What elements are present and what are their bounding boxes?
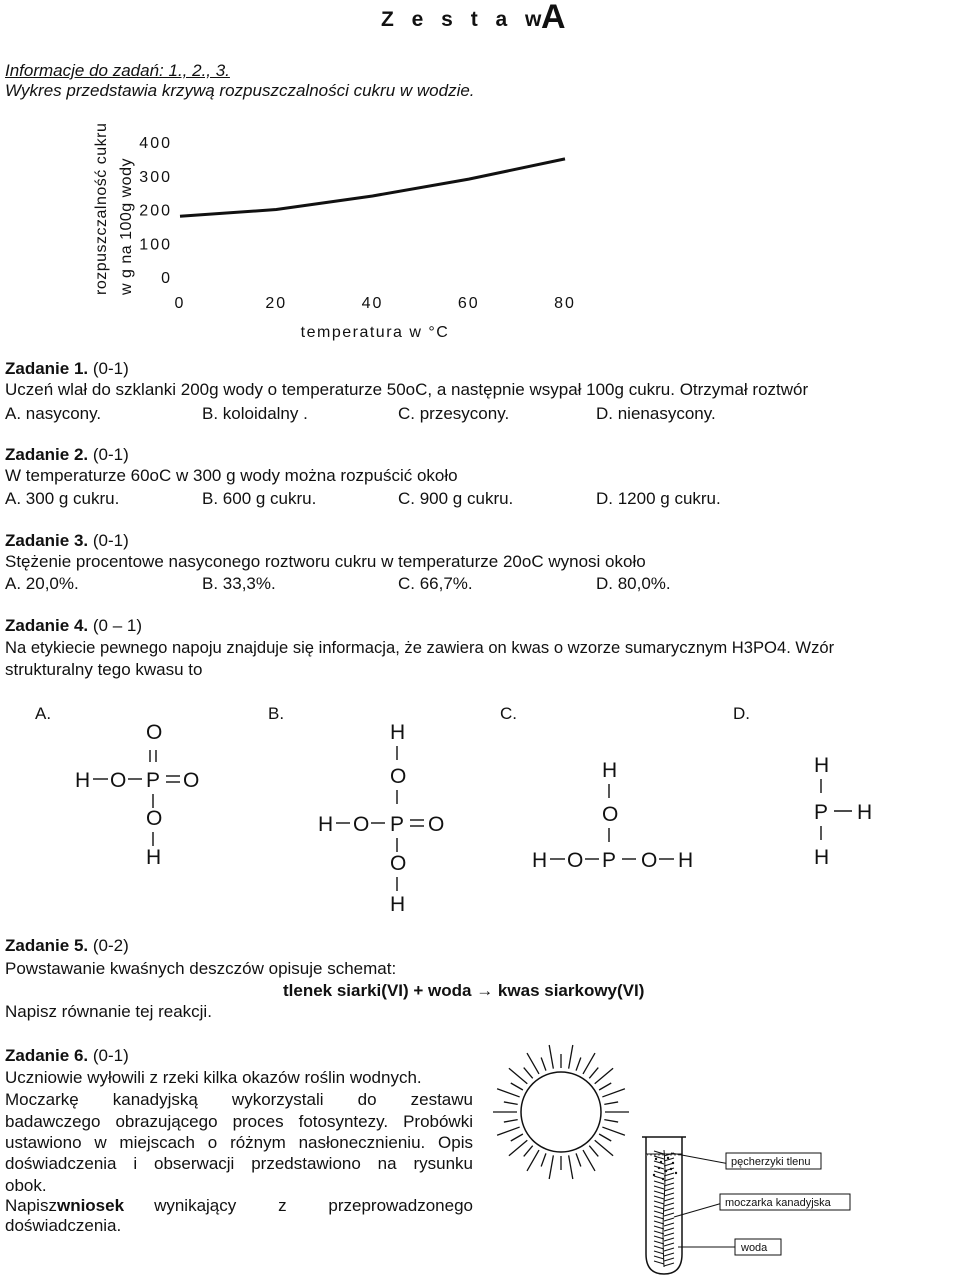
- task2-option-c[interactable]: C. 900 g cukru.: [398, 489, 514, 508]
- task1-header: Zadanie 1. (0-1): [5, 359, 129, 378]
- task3-option-c[interactable]: C. 66,7%.: [398, 574, 473, 593]
- svg-text:H: H: [857, 801, 873, 824]
- svg-text:H: H: [390, 721, 406, 744]
- svg-text:O: O: [428, 813, 445, 836]
- task2-option-d[interactable]: D. 1200 g cukru.: [596, 489, 721, 508]
- svg-text:O: O: [567, 849, 584, 872]
- task2-question: W temperaturze 60oC w 300 g wody można rozpuścić około: [5, 466, 458, 485]
- task5-header: Zadanie 5. (0-2): [5, 936, 129, 955]
- task6-header: Zadanie 6. (0-1): [5, 1046, 129, 1065]
- task6-line8: doświadczenia.: [5, 1216, 122, 1235]
- svg-text:O: O: [146, 807, 163, 830]
- svg-text:O: O: [183, 769, 200, 792]
- formula-d: [814, 754, 872, 869]
- chart-ylabel-line1: rozpuszczalność cukru: [93, 122, 110, 295]
- chart-x-tick-0: 0: [174, 295, 186, 312]
- chart-y-tick-3: 300: [139, 168, 172, 186]
- svg-text:O: O: [110, 769, 127, 792]
- chart-y-tick-4: 400: [139, 135, 172, 152]
- task4-label-a[interactable]: A.: [35, 704, 52, 723]
- chart-y-tick-0: 0: [161, 270, 172, 287]
- label-oxygen-bubbles: pęcherzyki tlenu: [731, 1156, 811, 1168]
- solubility-chart: [0, 100, 620, 350]
- formula-a: [75, 721, 199, 869]
- task4-label-d[interactable]: D.: [733, 704, 750, 723]
- svg-text:H: H: [814, 754, 830, 777]
- svg-text:O: O: [146, 721, 163, 744]
- task6-line1: Uczniowie wyłowili z rzeki kilka okazów roślin wodnych.: [5, 1068, 422, 1087]
- chart-y-tick-1: 100: [139, 236, 172, 254]
- chart-x-tick-1: 20: [265, 295, 288, 312]
- task1-question: Uczeń wlał do szklanki 200g wody o temperaturze 50oC, a następnie wsypał 100g cukru. Otrzymał roztwór: [5, 380, 809, 399]
- task6-line4: ustawiono w miejscach o różnym nasłonecznieniu. Opis: [5, 1133, 473, 1152]
- task4-question-line2: strukturalny tego kwasu to: [5, 660, 203, 679]
- task6-line3: badawczego obrazującego proces fotosyntezy. Probówki: [5, 1112, 473, 1131]
- info-heading: Informacje do zadań: 1., 2., 3.: [5, 61, 230, 80]
- chart-y-tick-2: 200: [139, 202, 172, 220]
- task6-line6: obok.: [5, 1176, 47, 1195]
- svg-text:O: O: [641, 849, 658, 872]
- chart-ylabel-line2: w g na 100g wody: [118, 158, 135, 295]
- svg-text:O: O: [390, 852, 407, 875]
- task2-option-a[interactable]: A. 300 g cukru.: [5, 489, 120, 508]
- task4-header: Zadanie 4. (0 – 1): [5, 616, 142, 635]
- formula-b: [318, 721, 444, 916]
- svg-text:P: P: [146, 769, 161, 792]
- svg-text:H: H: [602, 759, 618, 782]
- chart-xlabel: temperatura w °C: [300, 324, 450, 341]
- task5-scheme: tlenek siarki(VI) + woda → kwas siarkowy(VI): [283, 981, 645, 1000]
- task3-option-a[interactable]: A. 20,0%.: [5, 574, 79, 593]
- task3-header: Zadanie 3. (0-1): [5, 531, 129, 550]
- chart-x-tick-2: 40: [361, 295, 384, 312]
- task1-option-d[interactable]: D. nienasycony.: [596, 404, 716, 423]
- svg-text:O: O: [353, 813, 370, 836]
- info-text: Wykres przedstawia krzywą rozpuszczalności cukru w wodzie.: [5, 81, 475, 100]
- task2-header: Zadanie 2. (0-1): [5, 445, 129, 464]
- task3-option-b[interactable]: B. 33,3%.: [202, 574, 276, 593]
- task6-line2: Moczarkę kanadyjską wykorzystali do zestawu: [5, 1090, 473, 1109]
- task5-question: Powstawanie kwaśnych deszczów opisuje schemat:: [5, 959, 397, 978]
- set-letter: A: [541, 0, 566, 36]
- chart-x-tick-3: 60: [457, 295, 480, 312]
- task4-label-b[interactable]: B.: [268, 704, 285, 723]
- sun-icon: [493, 1045, 629, 1179]
- solubility-curve: [180, 159, 565, 216]
- task1-option-c[interactable]: C. przesycony.: [398, 404, 510, 423]
- photosynthesis-figure: [478, 1042, 918, 1278]
- svg-text:H: H: [678, 849, 694, 872]
- chart-x-tick-4: 80: [554, 295, 576, 312]
- svg-text:O: O: [602, 803, 619, 826]
- plant-icon: [654, 1150, 674, 1267]
- task4-label-c[interactable]: C.: [500, 704, 517, 723]
- svg-text:O: O: [390, 765, 407, 788]
- set-title: Z e s t a w: [381, 8, 548, 31]
- svg-text:P: P: [390, 813, 405, 836]
- svg-text:H: H: [318, 813, 334, 836]
- svg-text:P: P: [814, 801, 829, 824]
- task3-question: Stężenie procentowe nasyconego roztworu cukru w temperaturze 20oC wynosi około: [5, 552, 646, 571]
- task1-option-b[interactable]: B. koloidalny .: [202, 404, 308, 423]
- task5-instruction: Napisz równanie tej reakcji.: [5, 1002, 212, 1021]
- formula-c: [532, 759, 693, 872]
- svg-text:H: H: [814, 846, 830, 869]
- svg-text:H: H: [146, 846, 162, 869]
- task1-option-a[interactable]: A. nasycony.: [5, 404, 102, 423]
- task4-question-line1: Na etykiecie pewnego napoju znajduje się informacja, że zawiera on kwas o wzorze sumarycznym H3PO4. Wzór: [5, 638, 835, 657]
- task6-line7: Napisz wniosek wynikający z przeprowadzonego: [5, 1196, 473, 1215]
- label-water: woda: [741, 1242, 768, 1254]
- svg-text:P: P: [602, 849, 617, 872]
- structural-formulas: [0, 715, 960, 920]
- label-plant: moczarka kanadyjska: [725, 1197, 831, 1209]
- svg-text:H: H: [532, 849, 548, 872]
- task2-option-b[interactable]: B. 600 g cukru.: [202, 489, 317, 508]
- svg-text:H: H: [390, 893, 406, 916]
- task3-option-d[interactable]: D. 80,0%.: [596, 574, 671, 593]
- svg-text:H: H: [75, 769, 91, 792]
- task6-line5: doświadczenia i obserwacji przedstawiono na rysunku: [5, 1154, 473, 1173]
